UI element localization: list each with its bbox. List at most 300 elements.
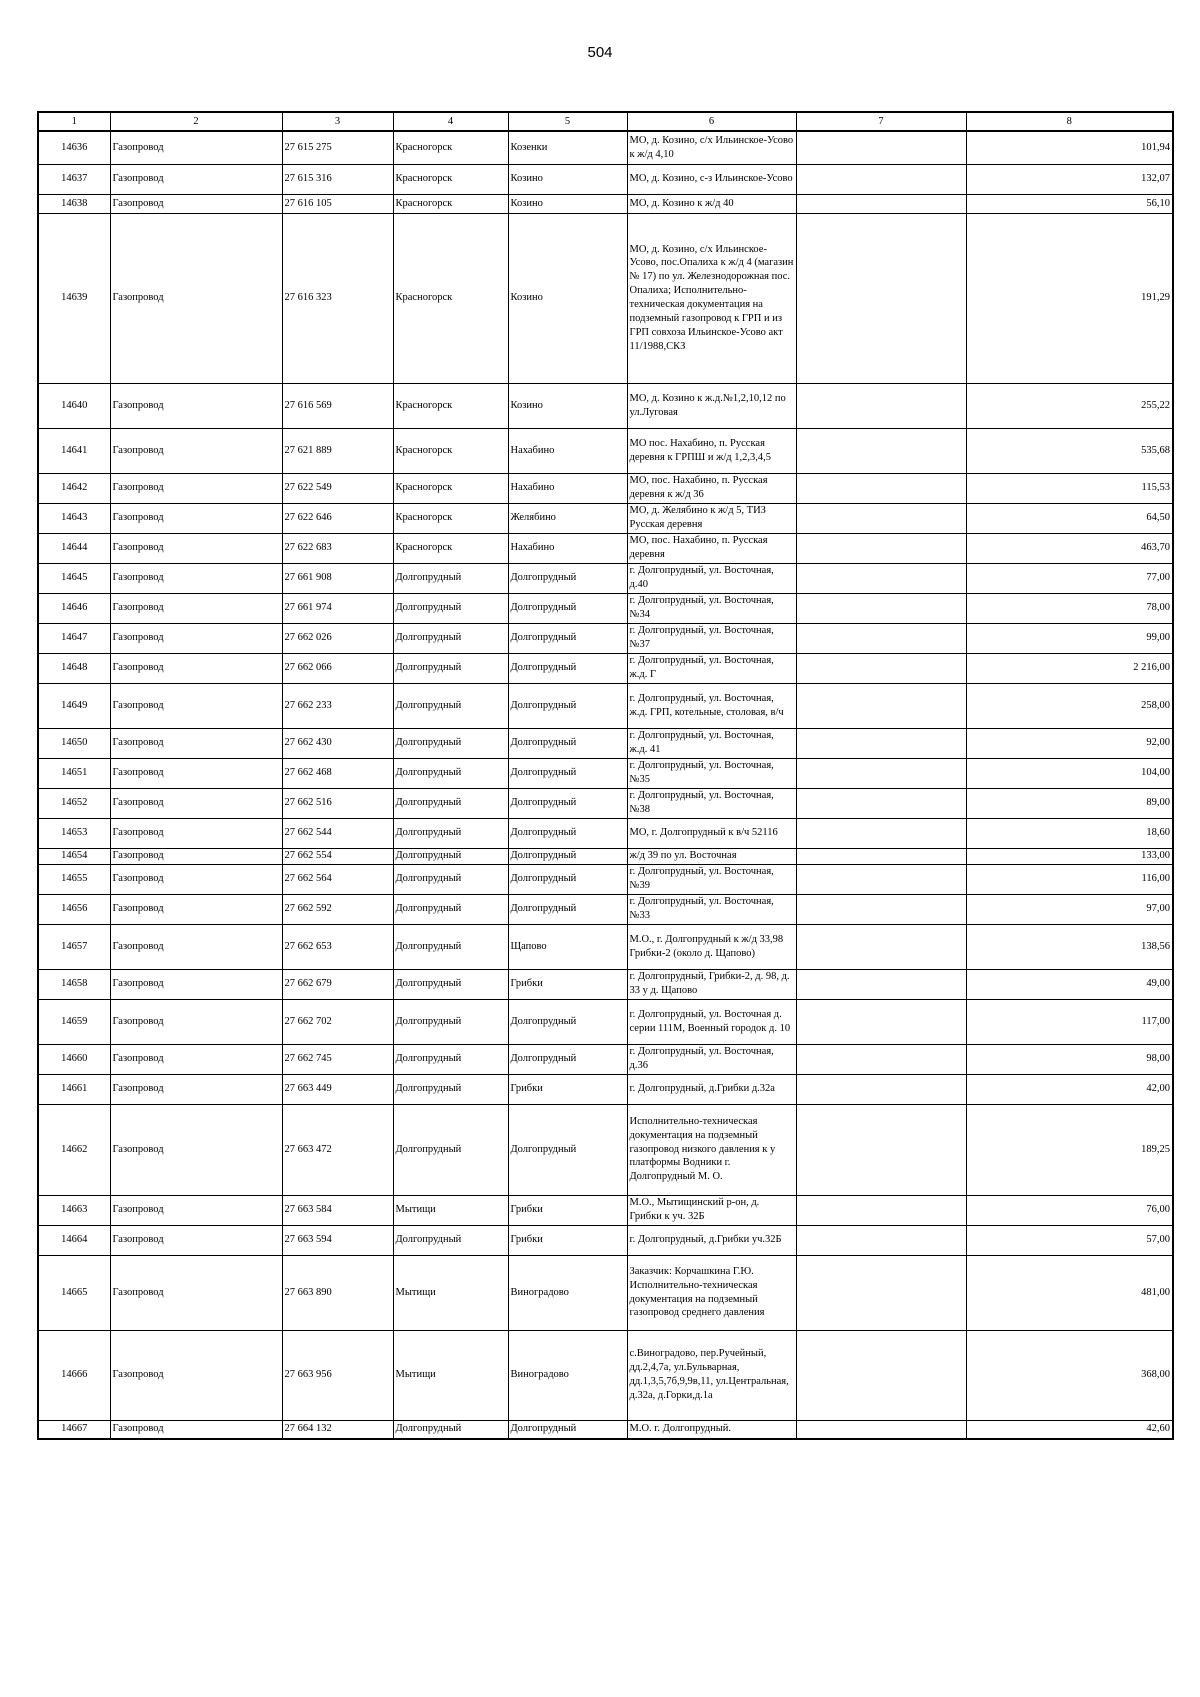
note-cell xyxy=(796,473,966,503)
locality-cell: Грибки xyxy=(508,1225,627,1255)
table-row xyxy=(38,1074,1173,1104)
note-cell xyxy=(796,213,966,383)
value-cell: 98,00 xyxy=(966,1044,1173,1074)
note-cell xyxy=(796,131,966,164)
note-cell xyxy=(796,164,966,194)
note-cell xyxy=(796,563,966,593)
district-cell: Мытищи xyxy=(393,1255,508,1330)
object-name-cell: Газопровод xyxy=(110,1225,282,1255)
note-cell xyxy=(796,1255,966,1330)
row-id-cell: 14638 xyxy=(38,194,110,213)
table-row xyxy=(38,683,1173,728)
inventory-code-cell: 27 616 105 xyxy=(282,194,393,213)
locality-cell: Долгопрудный xyxy=(508,623,627,653)
object-name-cell: Газопровод xyxy=(110,969,282,999)
inventory-code-cell: 27 661 908 xyxy=(282,563,393,593)
object-name-cell: Газопровод xyxy=(110,999,282,1044)
table-body xyxy=(38,131,1173,1439)
address-cell: МО, д. Козино, с-з Ильинское-Усово xyxy=(627,164,796,194)
address-cell: г. Долгопрудный, ул. Восточная, д.40 xyxy=(627,563,796,593)
locality-cell: Долгопрудный xyxy=(508,728,627,758)
note-cell xyxy=(796,728,966,758)
address-cell: МО, д. Козино к ж.д.№1,2,10,12 по ул.Луговая xyxy=(627,383,796,428)
table-row xyxy=(38,533,1173,563)
row-id-cell: 14666 xyxy=(38,1330,110,1420)
inventory-code-cell: 27 663 956 xyxy=(282,1330,393,1420)
object-name-cell: Газопровод xyxy=(110,1195,282,1225)
object-name-cell: Газопровод xyxy=(110,758,282,788)
address-cell: г. Долгопрудный, Грибки-2, д. 98, д. 33 у д. Щапово xyxy=(627,969,796,999)
locality-cell: Долгопрудный xyxy=(508,653,627,683)
note-cell xyxy=(796,683,966,728)
header-row xyxy=(38,112,1173,131)
inventory-code-cell: 27 664 132 xyxy=(282,1420,393,1439)
note-cell xyxy=(796,1195,966,1225)
locality-cell: Козенки xyxy=(508,131,627,164)
locality-cell: Долгопрудный xyxy=(508,1044,627,1074)
district-cell: Долгопрудный xyxy=(393,969,508,999)
value-cell: 57,00 xyxy=(966,1225,1173,1255)
note-cell xyxy=(796,1420,966,1439)
district-cell: Долгопрудный xyxy=(393,894,508,924)
table-row xyxy=(38,1044,1173,1074)
column-header: 6 xyxy=(627,112,796,131)
value-cell: 368,00 xyxy=(966,1330,1173,1420)
value-cell: 42,00 xyxy=(966,1074,1173,1104)
row-id-cell: 14644 xyxy=(38,533,110,563)
note-cell xyxy=(796,533,966,563)
table-row xyxy=(38,593,1173,623)
value-cell: 116,00 xyxy=(966,864,1173,894)
district-cell: Долгопрудный xyxy=(393,1225,508,1255)
district-cell: Долгопрудный xyxy=(393,1074,508,1104)
column-header: 3 xyxy=(282,112,393,131)
locality-cell: Грибки xyxy=(508,1195,627,1225)
row-id-cell: 14648 xyxy=(38,653,110,683)
address-cell: г. Долгопрудный, ул. Восточная, №34 xyxy=(627,593,796,623)
row-id-cell: 14639 xyxy=(38,213,110,383)
inventory-code-cell: 27 615 275 xyxy=(282,131,393,164)
row-id-cell: 14660 xyxy=(38,1044,110,1074)
district-cell: Красногорск xyxy=(393,428,508,473)
district-cell: Долгопрудный xyxy=(393,999,508,1044)
locality-cell: Нахабино xyxy=(508,533,627,563)
table-row xyxy=(38,848,1173,864)
address-cell: МО, пос. Нахабино, п. Русская деревня xyxy=(627,533,796,563)
row-id-cell: 14650 xyxy=(38,728,110,758)
inventory-code-cell: 27 662 233 xyxy=(282,683,393,728)
note-cell xyxy=(796,1104,966,1195)
district-cell: Долгопрудный xyxy=(393,593,508,623)
object-name-cell: Газопровод xyxy=(110,213,282,383)
table-row xyxy=(38,623,1173,653)
object-name-cell: Газопровод xyxy=(110,864,282,894)
locality-cell: Козино xyxy=(508,164,627,194)
row-id-cell: 14647 xyxy=(38,623,110,653)
table-row xyxy=(38,131,1173,164)
row-id-cell: 14655 xyxy=(38,864,110,894)
object-name-cell: Газопровод xyxy=(110,788,282,818)
district-cell: Красногорск xyxy=(393,503,508,533)
address-cell: г. Долгопрудный, ул. Восточная, ж.д. Г xyxy=(627,653,796,683)
locality-cell: Грибки xyxy=(508,969,627,999)
inventory-code-cell: 27 622 683 xyxy=(282,533,393,563)
locality-cell: Долгопрудный xyxy=(508,848,627,864)
inventory-code-cell: 27 662 516 xyxy=(282,788,393,818)
value-cell: 191,29 xyxy=(966,213,1173,383)
note-cell xyxy=(796,1330,966,1420)
district-cell: Красногорск xyxy=(393,533,508,563)
inventory-code-cell: 27 662 592 xyxy=(282,894,393,924)
object-name-cell: Газопровод xyxy=(110,593,282,623)
object-name-cell: Газопровод xyxy=(110,728,282,758)
row-id-cell: 14664 xyxy=(38,1225,110,1255)
district-cell: Красногорск xyxy=(393,194,508,213)
note-cell xyxy=(796,194,966,213)
row-id-cell: 14646 xyxy=(38,593,110,623)
district-cell: Долгопрудный xyxy=(393,818,508,848)
value-cell: 77,00 xyxy=(966,563,1173,593)
column-header: 8 xyxy=(966,112,1173,131)
row-id-cell: 14637 xyxy=(38,164,110,194)
inventory-code-cell: 27 662 653 xyxy=(282,924,393,969)
district-cell: Долгопрудный xyxy=(393,864,508,894)
address-cell: ж/д 39 по ул. Восточная xyxy=(627,848,796,864)
locality-cell: Козино xyxy=(508,383,627,428)
note-cell xyxy=(796,1044,966,1074)
inventory-code-cell: 27 662 679 xyxy=(282,969,393,999)
locality-cell: Желябино xyxy=(508,503,627,533)
locality-cell: Долгопрудный xyxy=(508,563,627,593)
locality-cell: Виноградово xyxy=(508,1330,627,1420)
address-cell: МО, д. Козино к ж/д 40 xyxy=(627,194,796,213)
row-id-cell: 14641 xyxy=(38,428,110,473)
row-id-cell: 14653 xyxy=(38,818,110,848)
table-row xyxy=(38,1330,1173,1420)
value-cell: 99,00 xyxy=(966,623,1173,653)
address-cell: МО, д. Желябино к ж/д 5, ТИЗ Русская деревня xyxy=(627,503,796,533)
object-name-cell: Газопровод xyxy=(110,473,282,503)
address-cell: г. Долгопрудный, д.Грибки д.32а xyxy=(627,1074,796,1104)
locality-cell: Щапово xyxy=(508,924,627,969)
value-cell: 117,00 xyxy=(966,999,1173,1044)
value-cell: 89,00 xyxy=(966,788,1173,818)
note-cell xyxy=(796,969,966,999)
note-cell xyxy=(796,818,966,848)
row-id-cell: 14649 xyxy=(38,683,110,728)
inventory-code-cell: 27 616 569 xyxy=(282,383,393,428)
district-cell: Долгопрудный xyxy=(393,683,508,728)
value-cell: 535,68 xyxy=(966,428,1173,473)
row-id-cell: 14645 xyxy=(38,563,110,593)
table-row xyxy=(38,563,1173,593)
address-cell: М.О. г. Долгопрудный. xyxy=(627,1420,796,1439)
column-header: 5 xyxy=(508,112,627,131)
row-id-cell: 14640 xyxy=(38,383,110,428)
value-cell: 463,70 xyxy=(966,533,1173,563)
row-id-cell: 14667 xyxy=(38,1420,110,1439)
object-name-cell: Газопровод xyxy=(110,194,282,213)
table-row xyxy=(38,818,1173,848)
inventory-code-cell: 27 663 594 xyxy=(282,1225,393,1255)
registry-table xyxy=(37,111,1174,1440)
column-header: 2 xyxy=(110,112,282,131)
note-cell xyxy=(796,894,966,924)
district-cell: Мытищи xyxy=(393,1195,508,1225)
address-cell: МО, д. Козино, с/х Ильинское-Усово к ж/д 4,10 xyxy=(627,131,796,164)
table-row xyxy=(38,194,1173,213)
object-name-cell: Газопровод xyxy=(110,924,282,969)
address-cell: г. Долгопрудный, ул. Восточная, №37 xyxy=(627,623,796,653)
object-name-cell: Газопровод xyxy=(110,131,282,164)
table-row xyxy=(38,1420,1173,1439)
inventory-code-cell: 27 662 745 xyxy=(282,1044,393,1074)
object-name-cell: Газопровод xyxy=(110,1255,282,1330)
address-cell: г. Долгопрудный, ул. Восточная, №38 xyxy=(627,788,796,818)
locality-cell: Долгопрудный xyxy=(508,894,627,924)
note-cell xyxy=(796,653,966,683)
inventory-code-cell: 27 662 430 xyxy=(282,728,393,758)
table-row xyxy=(38,728,1173,758)
value-cell: 92,00 xyxy=(966,728,1173,758)
value-cell: 132,07 xyxy=(966,164,1173,194)
object-name-cell: Газопровод xyxy=(110,383,282,428)
inventory-code-cell: 27 662 564 xyxy=(282,864,393,894)
locality-cell: Долгопрудный xyxy=(508,788,627,818)
inventory-code-cell: 27 661 974 xyxy=(282,593,393,623)
value-cell: 481,00 xyxy=(966,1255,1173,1330)
row-id-cell: 14663 xyxy=(38,1195,110,1225)
object-name-cell: Газопровод xyxy=(110,818,282,848)
locality-cell: Долгопрудный xyxy=(508,758,627,788)
table-row xyxy=(38,653,1173,683)
district-cell: Долгопрудный xyxy=(393,563,508,593)
table-row xyxy=(38,213,1173,383)
note-cell xyxy=(796,383,966,428)
address-cell: г. Долгопрудный, ул. Восточная, №39 xyxy=(627,864,796,894)
address-cell: г. Долгопрудный, ул. Восточная, ж.д. 41 xyxy=(627,728,796,758)
row-id-cell: 14642 xyxy=(38,473,110,503)
district-cell: Долгопрудный xyxy=(393,788,508,818)
address-cell: г. Долгопрудный, ул. Восточная, д.36 xyxy=(627,1044,796,1074)
value-cell: 258,00 xyxy=(966,683,1173,728)
note-cell xyxy=(796,1225,966,1255)
object-name-cell: Газопровод xyxy=(110,1420,282,1439)
district-cell: Долгопрудный xyxy=(393,1104,508,1195)
object-name-cell: Газопровод xyxy=(110,623,282,653)
note-cell xyxy=(796,623,966,653)
note-cell xyxy=(796,924,966,969)
table-row xyxy=(38,1195,1173,1225)
value-cell: 2 216,00 xyxy=(966,653,1173,683)
district-cell: Долгопрудный xyxy=(393,623,508,653)
object-name-cell: Газопровод xyxy=(110,533,282,563)
row-id-cell: 14636 xyxy=(38,131,110,164)
row-id-cell: 14643 xyxy=(38,503,110,533)
table-row xyxy=(38,758,1173,788)
district-cell: Красногорск xyxy=(393,473,508,503)
locality-cell: Виноградово xyxy=(508,1255,627,1330)
table-row xyxy=(38,1255,1173,1330)
row-id-cell: 14662 xyxy=(38,1104,110,1195)
table-row xyxy=(38,999,1173,1044)
district-cell: Долгопрудный xyxy=(393,848,508,864)
table-row xyxy=(38,428,1173,473)
table-row xyxy=(38,969,1173,999)
row-id-cell: 14654 xyxy=(38,848,110,864)
note-cell xyxy=(796,788,966,818)
address-cell: Заказчик: Корчашкина Г.Ю. Исполнительно-техническая документация на подземный газопровод среднего давления xyxy=(627,1255,796,1330)
table-row xyxy=(38,503,1173,533)
district-cell: Красногорск xyxy=(393,164,508,194)
locality-cell: Козино xyxy=(508,213,627,383)
address-cell: с.Виноградово, пер.Ручейный, дд.2,4,7а, ул.Бульварная, дд.1,3,5,7б,9,9в,11, ул.Центральная, д.32а, д.Горки,д.1а xyxy=(627,1330,796,1420)
address-cell: М.О., Мытищинский р-он, д. Грибки к уч. 32Б xyxy=(627,1195,796,1225)
value-cell: 49,00 xyxy=(966,969,1173,999)
locality-cell: Долгопрудный xyxy=(508,1104,627,1195)
row-id-cell: 14658 xyxy=(38,969,110,999)
object-name-cell: Газопровод xyxy=(110,428,282,473)
value-cell: 56,10 xyxy=(966,194,1173,213)
locality-cell: Долгопрудный xyxy=(508,818,627,848)
locality-cell: Грибки xyxy=(508,1074,627,1104)
table-row xyxy=(38,164,1173,194)
value-cell: 133,00 xyxy=(966,848,1173,864)
value-cell: 189,25 xyxy=(966,1104,1173,1195)
district-cell: Долгопрудный xyxy=(393,728,508,758)
row-id-cell: 14652 xyxy=(38,788,110,818)
value-cell: 97,00 xyxy=(966,894,1173,924)
note-cell xyxy=(796,593,966,623)
value-cell: 115,53 xyxy=(966,473,1173,503)
note-cell xyxy=(796,758,966,788)
address-cell: г. Долгопрудный, д.Грибки уч.32Б xyxy=(627,1225,796,1255)
district-cell: Красногорск xyxy=(393,383,508,428)
note-cell xyxy=(796,864,966,894)
address-cell: Исполнительно-техническая документация на подземный газопровод низкого давления к у платформы Водники г. Долгопрудный М. О. xyxy=(627,1104,796,1195)
table-row xyxy=(38,1104,1173,1195)
locality-cell: Нахабино xyxy=(508,473,627,503)
locality-cell: Козино xyxy=(508,194,627,213)
inventory-code-cell: 27 663 890 xyxy=(282,1255,393,1330)
locality-cell: Долгопрудный xyxy=(508,593,627,623)
address-cell: МО, пос. Нахабино, п. Русская деревня к ж/д 36 xyxy=(627,473,796,503)
note-cell xyxy=(796,503,966,533)
object-name-cell: Газопровод xyxy=(110,848,282,864)
table-row xyxy=(38,894,1173,924)
value-cell: 101,94 xyxy=(966,131,1173,164)
locality-cell: Долгопрудный xyxy=(508,999,627,1044)
object-name-cell: Газопровод xyxy=(110,1074,282,1104)
locality-cell: Долгопрудный xyxy=(508,683,627,728)
object-name-cell: Газопровод xyxy=(110,1044,282,1074)
object-name-cell: Газопровод xyxy=(110,653,282,683)
address-cell: МО пос. Нахабино, п. Русская деревня к ГРПШ и ж/д 1,2,3,4,5 xyxy=(627,428,796,473)
object-name-cell: Газопровод xyxy=(110,1104,282,1195)
district-cell: Долгопрудный xyxy=(393,1044,508,1074)
locality-cell: Долгопрудный xyxy=(508,1420,627,1439)
column-header: 1 xyxy=(38,112,110,131)
address-cell: МО, д. Козино, с/х Ильинское-Усово, пос.Опалиха к ж/д 4 (магазин № 17) по ул. Железнодорожная пос. Опалиха; Исполнительно-техническая документация на подземный газопровод к ГРП и из ГРП совхоза Ильинское-Усово акт 11/1988,СКЗ xyxy=(627,213,796,383)
page-number: 504 xyxy=(587,44,613,61)
district-cell: Красногорск xyxy=(393,131,508,164)
object-name-cell: Газопровод xyxy=(110,164,282,194)
object-name-cell: Газопровод xyxy=(110,894,282,924)
table-row xyxy=(38,924,1173,969)
inventory-code-cell: 27 662 468 xyxy=(282,758,393,788)
district-cell: Красногорск xyxy=(393,213,508,383)
table-row xyxy=(38,473,1173,503)
table-row xyxy=(38,1225,1173,1255)
value-cell: 138,56 xyxy=(966,924,1173,969)
district-cell: Долгопрудный xyxy=(393,1420,508,1439)
note-cell xyxy=(796,848,966,864)
column-header: 4 xyxy=(393,112,508,131)
district-cell: Долгопрудный xyxy=(393,924,508,969)
inventory-code-cell: 27 621 889 xyxy=(282,428,393,473)
table-row xyxy=(38,864,1173,894)
inventory-code-cell: 27 662 702 xyxy=(282,999,393,1044)
inventory-code-cell: 27 615 316 xyxy=(282,164,393,194)
inventory-code-cell: 27 622 646 xyxy=(282,503,393,533)
inventory-code-cell: 27 622 549 xyxy=(282,473,393,503)
address-cell: г. Долгопрудный, ул. Восточная, №33 xyxy=(627,894,796,924)
inventory-code-cell: 27 662 066 xyxy=(282,653,393,683)
row-id-cell: 14661 xyxy=(38,1074,110,1104)
inventory-code-cell: 27 663 472 xyxy=(282,1104,393,1195)
value-cell: 42,60 xyxy=(966,1420,1173,1439)
address-cell: МО, г. Долгопрудный к в/ч 52116 xyxy=(627,818,796,848)
address-cell: г. Долгопрудный, ул. Восточная, №35 xyxy=(627,758,796,788)
row-id-cell: 14665 xyxy=(38,1255,110,1330)
value-cell: 64,50 xyxy=(966,503,1173,533)
locality-cell: Долгопрудный xyxy=(508,864,627,894)
value-cell: 76,00 xyxy=(966,1195,1173,1225)
address-cell: М.О., г. Долгопрудный к ж/д 33,98 Грибки-2 (около д. Щапово) xyxy=(627,924,796,969)
row-id-cell: 14651 xyxy=(38,758,110,788)
inventory-code-cell: 27 663 584 xyxy=(282,1195,393,1225)
note-cell xyxy=(796,428,966,473)
object-name-cell: Газопровод xyxy=(110,563,282,593)
inventory-code-cell: 27 662 026 xyxy=(282,623,393,653)
column-header: 7 xyxy=(796,112,966,131)
value-cell: 78,00 xyxy=(966,593,1173,623)
district-cell: Долгопрудный xyxy=(393,653,508,683)
inventory-code-cell: 27 616 323 xyxy=(282,213,393,383)
address-cell: г. Долгопрудный, ул. Восточная д. серии 111М, Военный городок д. 10 xyxy=(627,999,796,1044)
value-cell: 255,22 xyxy=(966,383,1173,428)
table-row xyxy=(38,383,1173,428)
row-id-cell: 14659 xyxy=(38,999,110,1044)
object-name-cell: Газопровод xyxy=(110,503,282,533)
value-cell: 18,60 xyxy=(966,818,1173,848)
table-row xyxy=(38,788,1173,818)
address-cell: г. Долгопрудный, ул. Восточная, ж.д. ГРП, котельные, столовая, в/ч xyxy=(627,683,796,728)
district-cell: Мытищи xyxy=(393,1330,508,1420)
inventory-code-cell: 27 662 544 xyxy=(282,818,393,848)
object-name-cell: Газопровод xyxy=(110,1330,282,1420)
inventory-code-cell: 27 662 554 xyxy=(282,848,393,864)
district-cell: Долгопрудный xyxy=(393,758,508,788)
locality-cell: Нахабино xyxy=(508,428,627,473)
value-cell: 104,00 xyxy=(966,758,1173,788)
note-cell xyxy=(796,1074,966,1104)
note-cell xyxy=(796,999,966,1044)
row-id-cell: 14657 xyxy=(38,924,110,969)
inventory-code-cell: 27 663 449 xyxy=(282,1074,393,1104)
object-name-cell: Газопровод xyxy=(110,683,282,728)
row-id-cell: 14656 xyxy=(38,894,110,924)
